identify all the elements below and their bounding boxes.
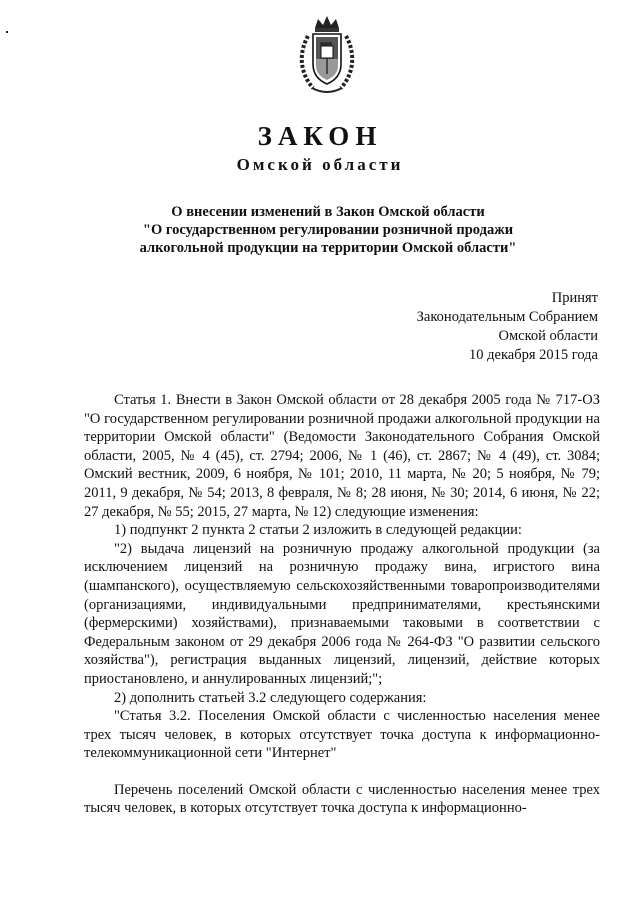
amendment-item-1: 1) подпункт 2 пункта 2 статьи 2 изложить в следующей редакции: <box>114 522 522 539</box>
adoption-date: 10 декабря 2015 года <box>469 347 598 363</box>
document-body <box>84 391 600 818</box>
law-name-line: алкогольной продукции на территории Омской области" <box>139 240 517 256</box>
scan-mark <box>6 31 8 33</box>
document-title: ЗАКОН <box>257 121 383 151</box>
coat-of-arms-emblem <box>296 14 358 98</box>
region-name: Омской области <box>236 155 404 174</box>
article-3-2-text: Перечень поселений Омской области с численностью населения менее трех тысяч человек, в которых отсутствует точка доступа к информационно- <box>84 781 600 817</box>
article-3-2-heading: "Статья 3.2. Поселения Омской области с численностью населения менее трех тысяч человек, в которых отсутствует точка доступа к информационно-телекоммуникационной сети "Интернет" <box>84 708 600 762</box>
law-name <box>60 203 596 257</box>
article-1-paragraph: Статья 1. Внести в Закон Омской области от 28 декабря 2005 года № 717-ОЗ "О государственном регулировании розничной продажи алкогольной продукции на территории Омской области" (Ведомости Законодательного Собрания Омской области, 2005, № 4 (45), ст. 2794; 2006, № 1 (46), ст. 2867; № 4 (49), ст. 3084; Омский вестник, 2009, 6 ноября, № 101; 2010, 11 марта, № 20; 5 ноября, № 79; 2011, 9 декабря, № 54; 2013, 8 февраля, № 8; 28 июня, № 30; 2014, 6 июня, № 22; 27 декабря, № 55; 2015, 27 марта, № 12) следующие изменения: <box>84 392 600 520</box>
amendment-text-1: "2) выдача лицензий на розничную продажу алкогольной продукции (за исключением лицензий на розничную продажу вина, игристого вина (шампанского), осуществляемую сельскохозяйственными товаропроизводителями (организациями, индивидуальными предпринимателями, крестьянскими (фермерскими) хозяйствами), признаваемыми таковыми в соответствии с Федеральным законом от 29 декабря 2006 года № 264-ФЗ "О развитии сельского хозяйства"), регистрация выданных лицензий, лицензий, действие которых приостановлено, и аннулированных лицензий;"; <box>84 540 600 687</box>
adoption-block <box>417 289 598 365</box>
amendment-item-2: 2) дополнить статьей 3.2 следующего содержания: <box>114 689 427 706</box>
adoption-line: Принят <box>551 290 598 306</box>
law-name-line: "О государственном регулировании розничной продажи <box>142 222 514 238</box>
law-name-line: О внесении изменений в Закон Омской области <box>171 204 485 220</box>
adoption-line: Законодательным Собранием <box>416 309 598 325</box>
adoption-line: Омской области <box>498 328 598 344</box>
